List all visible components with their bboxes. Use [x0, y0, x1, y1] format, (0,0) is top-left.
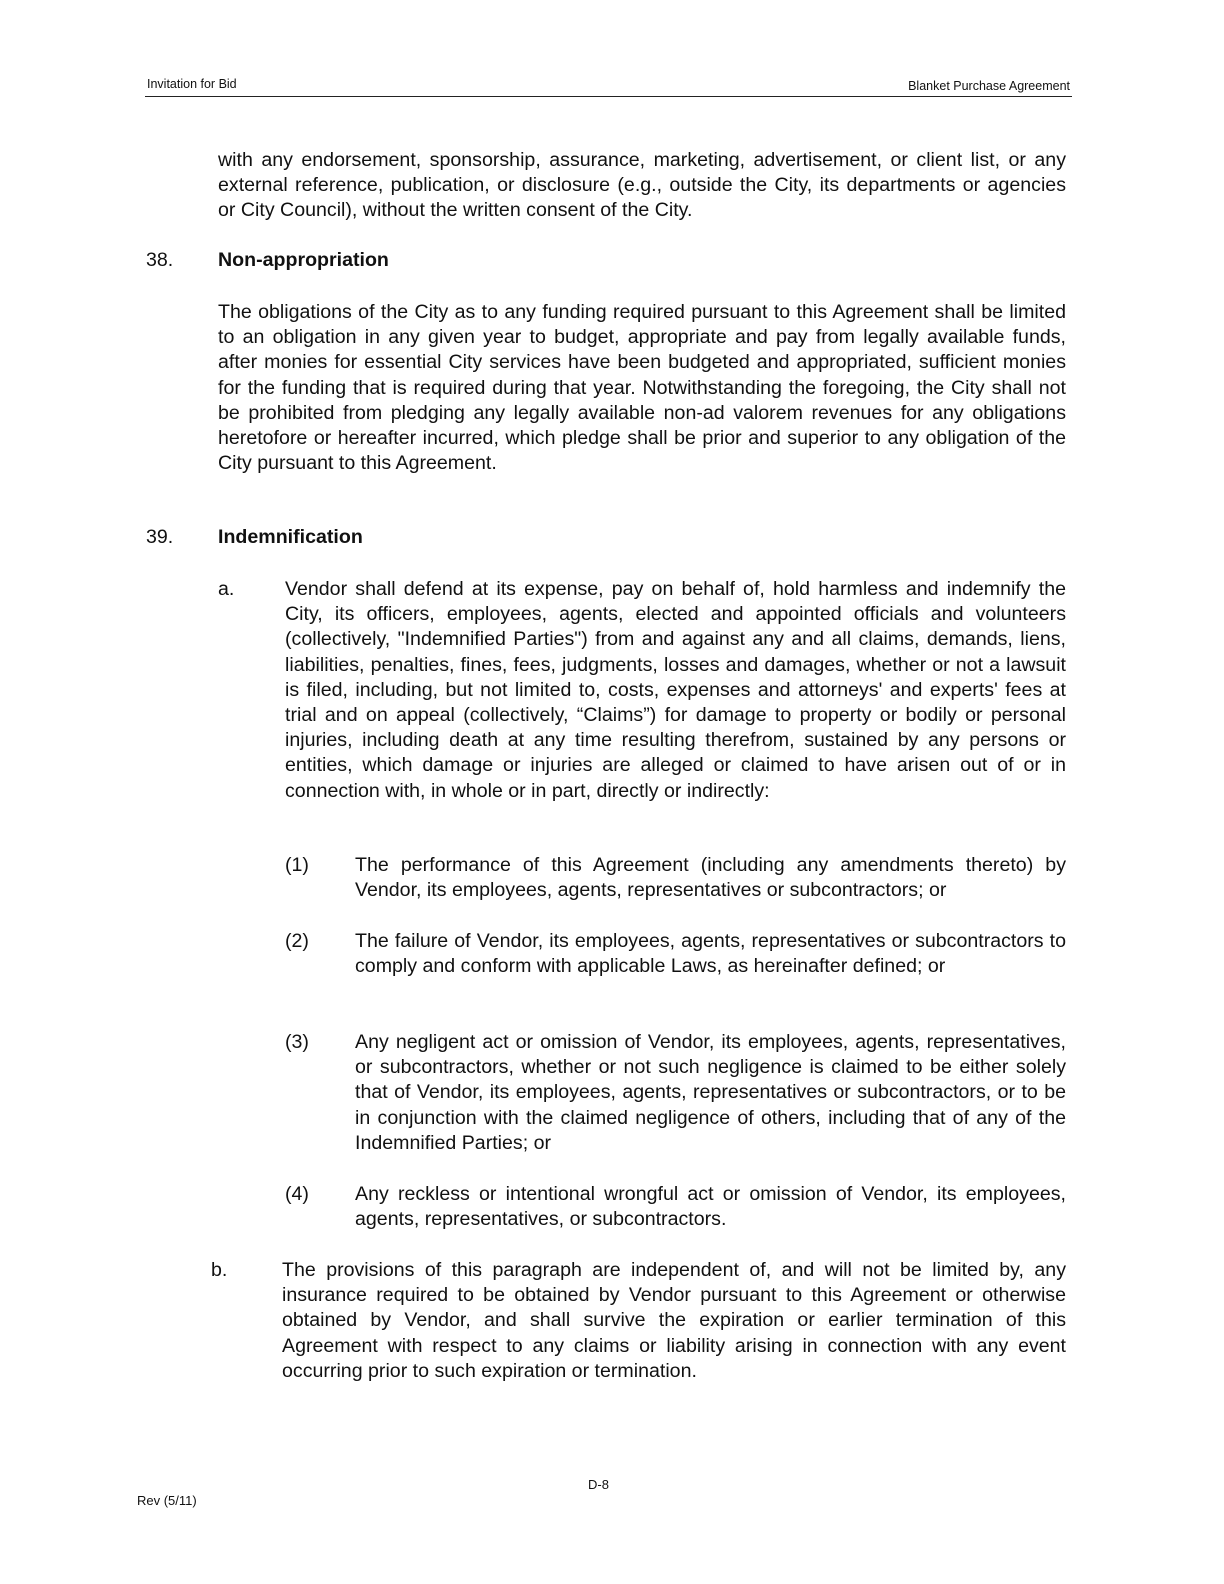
revision-label: Rev (5/11)	[137, 1493, 197, 1508]
non-appropriation-paragraph: The obligations of the City as to any funding required pursuant to this Agreement shall be limited to an obligation in any given year to budget, appropriate and pay from legally available funds, after monies for essential City services have been budgeted and appropriated, sufficient monies for the funding that is required during that year. Notwithstanding the foregoing, the City shall not be prohibited from pledging any legally available non-ad valorem revenues for any obligations heretofore or hereafter incurred, which pledge shall be prior and superior to any obligation of the City pursuant to this Agreement.	[218, 301, 1066, 475]
subitem-text-2: The failure of Vendor, its employees, agents, representatives or subcontractors to comply and conform with applicable Laws, as hereinafter defined; or	[355, 930, 1066, 978]
section-number-38: 38.	[146, 249, 174, 271]
subitem-label-1: (1)	[285, 854, 309, 876]
subitem-text-3: Any negligent act or omission of Vendor, its employees, agents, representatives, or subcontractors, whether or not such negligence is claimed to be either solely that of Vendor, its employees, agents, representatives or subcontractors, or to be in conjunction with the claimed negligence of others, including that of any of the Indemnified Parties; or	[355, 1031, 1066, 1154]
indemnification-item-a: Vendor shall defend at its expense, pay on behalf of, hold harmless and indemnify the City, its officers, employees, agents, elected and appointed officials and volunteers (collectively, "Indemnified Parties") from and against any and all claims, demands, liens, liabilities, penalties, fines, fees, judgments, losses and damages, whether or not a lawsuit is filed, including, but not limited to, costs, expenses and attorneys' and experts' fees at trial and on appeal (collectively, “Claims”) for damage to property or bodily or personal injuries, including death at any time resulting therefrom, sustained by any persons or entities, which damage or injuries are alleged or claimed to have arisen out of or in connection with, in whole or in part, directly or indirectly:	[285, 578, 1066, 802]
page-header	[145, 76, 1072, 97]
indemnification-item-b: The provisions of this paragraph are independent of, and will not be limited by, any insurance required to be obtained by Vendor pursuant to this Agreement or otherwise obtained by Vendor, and shall survive the expiration or earlier termination of this Agreement with respect to any claims or liability arising in connection with any event occurring prior to such expiration or termination.	[282, 1259, 1066, 1382]
header-right-title: Blanket Purchase Agreement	[908, 79, 1070, 93]
subitem-label-4: (4)	[285, 1183, 309, 1205]
continuation-paragraph: with any endorsement, sponsorship, assurance, marketing, advertisement, or client list, or any external reference, publication, or disclosure (e.g., outside the City, its departments or agencies or City Council), without the written consent of the City.	[218, 149, 1066, 222]
section-title-non-appropriation: Non-appropriation	[218, 249, 389, 271]
item-label-b: b.	[211, 1259, 228, 1281]
page-number: D-8	[588, 1477, 609, 1492]
header-left-title: Invitation for Bid	[147, 77, 237, 91]
item-label-a: a.	[218, 578, 235, 600]
subitem-label-2: (2)	[285, 930, 309, 952]
subitem-label-3: (3)	[285, 1031, 309, 1053]
subitem-text-1: The performance of this Agreement (including any amendments thereto) by Vendor, its employees, agents, representatives or subcontractors; or	[355, 854, 1066, 902]
section-title-indemnification: Indemnification	[218, 526, 363, 548]
subitem-text-4: Any reckless or intentional wrongful act or omission of Vendor, its employees, agents, representatives, or subcontractors.	[355, 1183, 1066, 1231]
section-number-39: 39.	[146, 526, 174, 548]
